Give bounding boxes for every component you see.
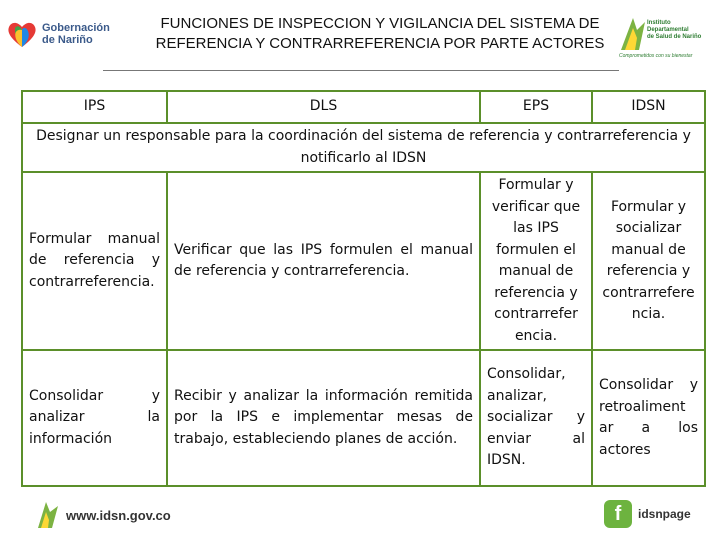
table-row-shared (22, 123, 705, 172)
table-row (22, 172, 705, 350)
col-header-dls: DLS (167, 91, 480, 123)
shared-function-cell: Designar un responsable para la coordinación del sistema de referencia y contrarreferencia y notificarlo al IDSN (22, 123, 705, 172)
svg-text:Departamental: Departamental (647, 27, 689, 33)
cell-dls: Verificar que las IPS formulen el manual de referencia y contrarreferencia. (167, 172, 480, 350)
title-divider (103, 70, 619, 71)
cell-ips: Consolidar y analizar la información (22, 350, 167, 486)
col-header-idsn: IDSN (592, 91, 705, 123)
svg-text:de Salud de Nariño: de Salud de Nariño (647, 34, 702, 40)
gobernacion-logo-text: Gobernación de Nariño (42, 22, 110, 46)
cell-eps: Formular y verificar que las IPS formulen el manual de referencia y contrarrefer encia. (480, 172, 592, 350)
cell-eps: Consolidar, analizar, socializar y enviar al IDSN. (480, 350, 592, 486)
functions-table (21, 90, 706, 487)
cell-idsn: Consolidar y retroaliment ar a los actores (592, 350, 705, 486)
facebook-icon[interactable]: f (604, 500, 632, 528)
cell-idsn: Formular y socializar manual de referencia y contrarrefere ncia. (592, 172, 705, 350)
footer-website (36, 500, 171, 530)
col-header-ips: IPS (22, 91, 167, 123)
footer-social (604, 500, 691, 528)
idsn-small-logo-icon (36, 500, 62, 530)
idsn-logo-icon (615, 10, 710, 60)
cell-dls: Recibir y analizar la información remitida por la IPS e implementar mesas de trabajo, estableciendo planes de acción. (167, 350, 480, 486)
gobernacion-logo (6, 14, 116, 54)
cell-ips: Formular manual de referencia y contrarreferencia. (22, 172, 167, 350)
page-title: FUNCIONES DE INSPECCION Y VIGILANCIA DEL SISTEMA DE REFERENCIA Y CONTRARREFERENCIA POR PARTE ACTORES (155, 15, 605, 52)
website-link[interactable]: www.idsn.gov.co (66, 507, 171, 523)
table-row (22, 350, 705, 486)
heart-logo-icon (6, 18, 38, 50)
idsn-logo (615, 10, 710, 60)
svg-text:Comprometidos con su bienestar: Comprometidos con su bienestar (619, 53, 693, 59)
social-page-link[interactable]: idsnpage (638, 507, 691, 521)
svg-text:Instituto: Instituto (647, 20, 671, 26)
col-header-eps: EPS (480, 91, 592, 123)
table-header-row (22, 91, 705, 123)
